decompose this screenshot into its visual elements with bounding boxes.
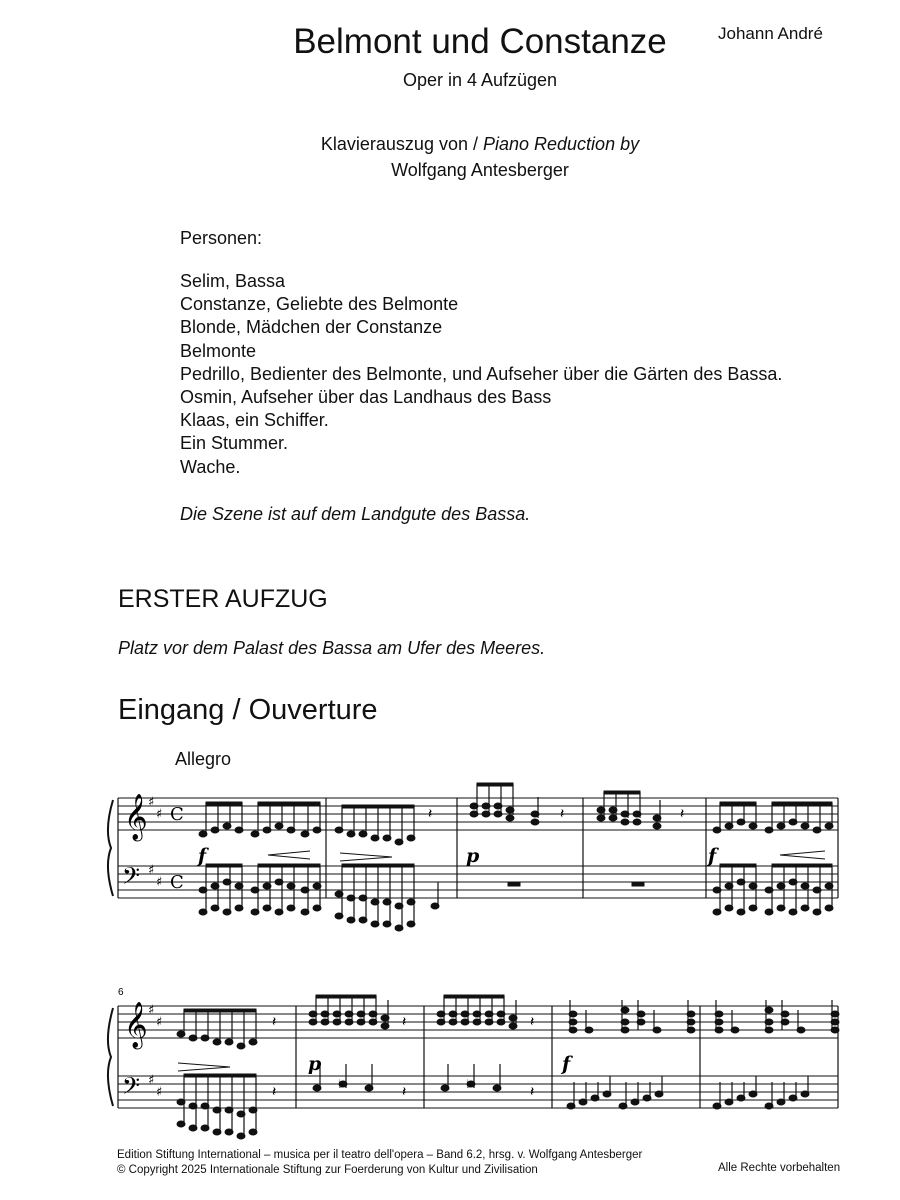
bass-clef-icon: 𝄢 <box>122 862 141 895</box>
sharp-icon: ♯ <box>148 863 155 878</box>
rest-icon: 𝄽 <box>530 1083 535 1099</box>
rest-icon: 𝄽 <box>680 805 685 821</box>
music-system-2 <box>0 980 900 1145</box>
flat-icon: ♭ <box>338 1077 344 1091</box>
cast-role: Pedrillo, Bedienter des Belmonte, und Aufseher über die Gärten des Bassa. <box>180 363 783 384</box>
cast-role: Ein Stummer. <box>180 433 289 454</box>
decrescendo-hairpin <box>178 1063 230 1071</box>
treble-clef-icon: 𝄞 <box>124 794 148 840</box>
decrescendo-hairpin <box>340 853 392 861</box>
cast-role: Osmin, Aufseher über das Landhaus des Bass <box>180 387 552 408</box>
arranger-name: Wolfgang Antesberger <box>391 160 569 180</box>
bass-clef-icon: 𝄢 <box>122 1072 141 1105</box>
rest-icon: 𝄽 <box>428 805 433 821</box>
dynamic-forte: f <box>562 1053 571 1075</box>
sharp-icon: ♯ <box>148 1073 155 1088</box>
crescendo-hairpin <box>780 851 825 859</box>
notes-bass <box>177 1064 809 1139</box>
sharp-icon: ♯ <box>148 1003 155 1018</box>
cast-role: Constanze, Geliebte des Belmonte <box>180 294 459 315</box>
reduction-line <box>0 131 900 157</box>
cast-role: Selim, Bassa <box>180 271 286 291</box>
rest-icon: 𝄽 <box>560 805 565 821</box>
edition-footer <box>117 1148 642 1178</box>
rest-icon: 𝄽 <box>402 1013 407 1029</box>
rest-icon: 𝄽 <box>530 1013 535 1029</box>
act-heading: ERSTER AUFZUG <box>118 585 328 613</box>
treble-clef-icon: 𝄞 <box>124 1002 148 1048</box>
score-title: Belmont und Constanze <box>293 22 667 61</box>
sharp-icon: ♯ <box>156 1015 163 1030</box>
rest-icon: 𝄽 <box>272 1013 277 1029</box>
dynamic-forte: f <box>708 845 717 867</box>
cast-role: Blonde, Mädchen der Constanze <box>180 317 443 338</box>
music-system-1 <box>0 770 900 940</box>
sharp-icon: ♯ <box>148 795 155 810</box>
sharp-icon: ♯ <box>156 875 163 890</box>
score-subtitle: Oper in 4 Aufzügen <box>402 70 558 90</box>
tempo-marking: Allegro <box>175 749 232 769</box>
dynamic-forte: f <box>198 845 207 867</box>
rights-notice: Alle Rechte vorbehalten <box>718 1162 841 1174</box>
brace <box>108 800 113 896</box>
edition-line: Edition Stiftung International – musica per il teatro dell'opera – Band 6.2, hrsg. v. Wolfgang Antesberger <box>117 1149 643 1161</box>
cast-list <box>180 270 782 479</box>
cast-role: Klaas, ein Schiffer. <box>180 410 329 431</box>
time-signature: C <box>170 804 184 825</box>
sharp-icon: ♯ <box>156 807 163 822</box>
copyright-line: © Copyright 2025 Internationale Stiftung zur Foerderung von Kultur und Zivilisation <box>117 1164 538 1176</box>
cast-label: Personen: <box>180 228 263 248</box>
brace <box>108 1008 113 1106</box>
rest-icon: 𝄽 <box>272 1083 277 1099</box>
act-setting: Platz vor dem Palast des Bassa am Ufer des Meeres. <box>118 638 546 658</box>
dynamic-piano: p <box>308 1053 322 1075</box>
reduction-prefix: Klavierauszug von / <box>320 134 483 154</box>
cast-role: Belmonte <box>180 340 257 361</box>
cast-role: Wache. <box>180 456 241 477</box>
composer-name: Johann André <box>718 24 823 43</box>
time-signature: C <box>170 872 184 893</box>
rest-icon: 𝄽 <box>402 1083 407 1099</box>
dynamic-piano: p <box>466 845 480 867</box>
sharp-icon: ♯ <box>156 1085 163 1100</box>
piece-heading: Eingang / Ouverture <box>118 694 378 726</box>
flat-icon: ♭ <box>466 1077 472 1091</box>
scene-setting-note: Die Szene ist auf dem Landgute des Bassa. <box>180 504 531 524</box>
reduction-credit <box>0 131 900 183</box>
crescendo-hairpin <box>268 851 310 859</box>
measure-number: 6 <box>118 987 124 998</box>
reduction-english: Piano Reduction by <box>482 134 640 154</box>
